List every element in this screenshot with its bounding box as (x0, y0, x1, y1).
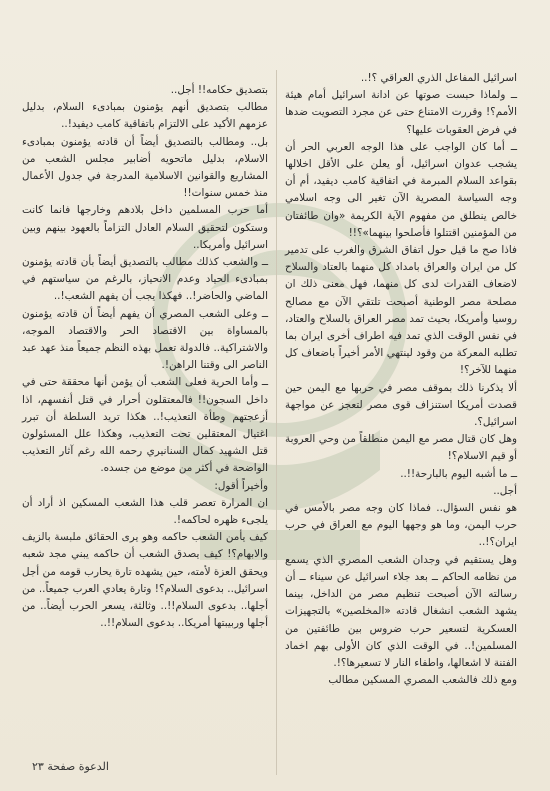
paragraph: ــ والشعب كذلك مطالب بالتصديق أيضاً بأن قادته يؤمنون بمبادىء الحياد وعدم الانحياز، بالرغم من سياستهم في الماضي والحاضر!.. فهكذا يجب أن يفهم الشعب!.. (22, 256, 268, 303)
paragraph: بتصديق حكامه!! أجل.. (170, 84, 268, 96)
column-divider (276, 70, 277, 775)
paragraph: أجل.. (493, 484, 517, 497)
paragraph: كيف يأمن الشعب حاكمه وهو يرى الحقائق ملبسة بالزيف والابهام؟! كيف يصدق الشعب أن حاكمه يبني مجد شعبه ويحقق العزة لأمته، حين يشهده تارة يحارب قومه من أجل اسرائيل.. بدعوى السلام؟! وتارة يعادي العرب جميعاً.. من أجلها.. بدعوى السلام!!.. وثالثة، يسعر الحرب أيضاً.. من أجلها وربيبتها أمريكا.. بدعوى السلام!!.. (22, 531, 268, 630)
paragraph: ألا يذكرنا ذلك بموقف مصر في حربها مع اليمن حين قصدت أمريكا استنزاف قوى مصر لتعجز عن مواجهة اسرائيل؟. (285, 381, 517, 429)
paragraph: ــ أما كان الواجب على هذا الوجه العربي الحر أن يشجب عدوان اسرائيل، أو يعلن على الأقل اخلالها بقواعد السلام المبرمة في اتفاقية كامب ديفيد، أم أن وجه السياسة المصرية الآن تغير الى وجه اسلامي خالص ينطلق من مفهوم الآية الكريمة «وان طائفتان من المؤمنين اقتتلوا فأصلحوا بينهما»؟!! (285, 140, 517, 239)
paragraph: أما حرب المسلمين داخل بلادهم وخارجها فانما كانت وستكون لتحقيق السلام العادل التزاماً بالعهود بينهم وبين اسرائيل وأمريكا.. (22, 204, 268, 251)
paragraph: بل.. ومطالب بالتصديق أيضاً أن قادته يؤمنون بمبادىء الاسلام، بدليل ماتحويه أضابير مجلس الشعب من المشاريع والقوانين الاسلامية المدرجة في جدول الأعمال منذ خمس سنوات!! (22, 135, 268, 200)
paragraph: ومع ذلك فالشعب المصري المسكين مطالب (328, 674, 517, 687)
paragraph: فاذا صح ما قيل حول اتفاق الشرق والغرب على تدمير كل من ايران والعراق بامداد كل منهما بالعتاد والسلاح لاضعاف القدرات لدى كل منهما، فهل معنى ذلك ان مصلحة مصر الوطنية أصبحت تلتقي الآن مع مصالح روسيا وأمريكا، بحيث تمد مصر العراق بالسلاح والعتاد، في نفس الوقت الذي تمد فيه اطراف أخرى ايران بما تطلبه المعركة من وقود لينتهي الأمر أخيراً باضعاف كل منهما للآخر؟! (285, 244, 517, 377)
right-column (285, 70, 517, 689)
paragraph: ان المرارة تعصر قلب هذا الشعب المسكين اذ أراد أن يلجىء ظهره لحاكمه!. (22, 496, 268, 527)
paragraph: وأخيراً أقول: (214, 479, 268, 492)
paragraph: ــ وعلى الشعب المصري أن يفهم أيضاً أن قادته يؤمنون بالمساواة بين الاقتصاد الحر والاقتصاد الموجه، والاشتراكية.. فالدولة تعمل بهذه النظم جميعاً منذ عهد عبد الناصر الى وقتنا الراهن!. (22, 307, 268, 372)
paragraph: هو نفس السؤال.. فماذا كان وجه مصر بالأمس في حرب اليمن، وما هو وجهها اليوم مع العراق في حرب ايران؟!.. (285, 502, 517, 549)
paragraph: وهل يستقيم في وجدان الشعب المصري الذي يسمع من نظامه الحاكم ــ بعد جلاء اسرائيل عن سيناء ــ أن رسالته الآن أصبحت تنظيم مصر من الداخل، بينما يشهد الشعب انشغال قادته «المخلصين» بالتجهيزات العسكرية لتسعير حرب ضروس بين طائفتين من المسلمين!.. في الوقت الذي كان الأولى بهم اخماد الفتنة لا اشعالها، واطفاء النار لا تسعيرها؟!. (285, 553, 517, 669)
left-column (22, 82, 268, 633)
paragraph: وهل كان قتال مصر مع اليمن منطلقاً من وحي العروبة أو قيم الاسلام؟! (285, 433, 517, 463)
page-footer: الدعوة صفحة ٢٣ (32, 760, 109, 773)
paragraph: مطالب بتصديق أنهم يؤمنون بمبادىء السلام، بدليل عزمهم الأكيد على الالتزام باتفاقية كامب ديفيد!.. (22, 101, 268, 131)
paragraph: ــ ولماذا حبست صوتها عن ادانة اسرائيل أمام هيئة الأمم؟! وقررت الامتناع حتى عن مجرد التصويت ضدها في فرض العقوبات عليها؟ (285, 89, 517, 136)
paragraph: ــ وأما الحرية فعلى الشعب أن يؤمن أنها محققة حتى في داخل السجون!! فالمعتقلون أحرار في قتل أنفسهم، اذا أزعجتهم وطأة التعذيب!.. هكذا تريد السلطة أن تبرر اغتيال المعتقلين تحت التعذيب، وهكذا علل المسئولون قتل الشهيد كمال السنانيري رحمه الله رغم آثار التعذيب الواضحة في أكثر من موضع من جسده. (22, 376, 268, 475)
paragraph: ــ ما أشبه اليوم بالبارحة!!.. (400, 467, 517, 480)
paragraph: اسرائيل المفاعل الذري العراقي ؟!.. (360, 72, 517, 84)
